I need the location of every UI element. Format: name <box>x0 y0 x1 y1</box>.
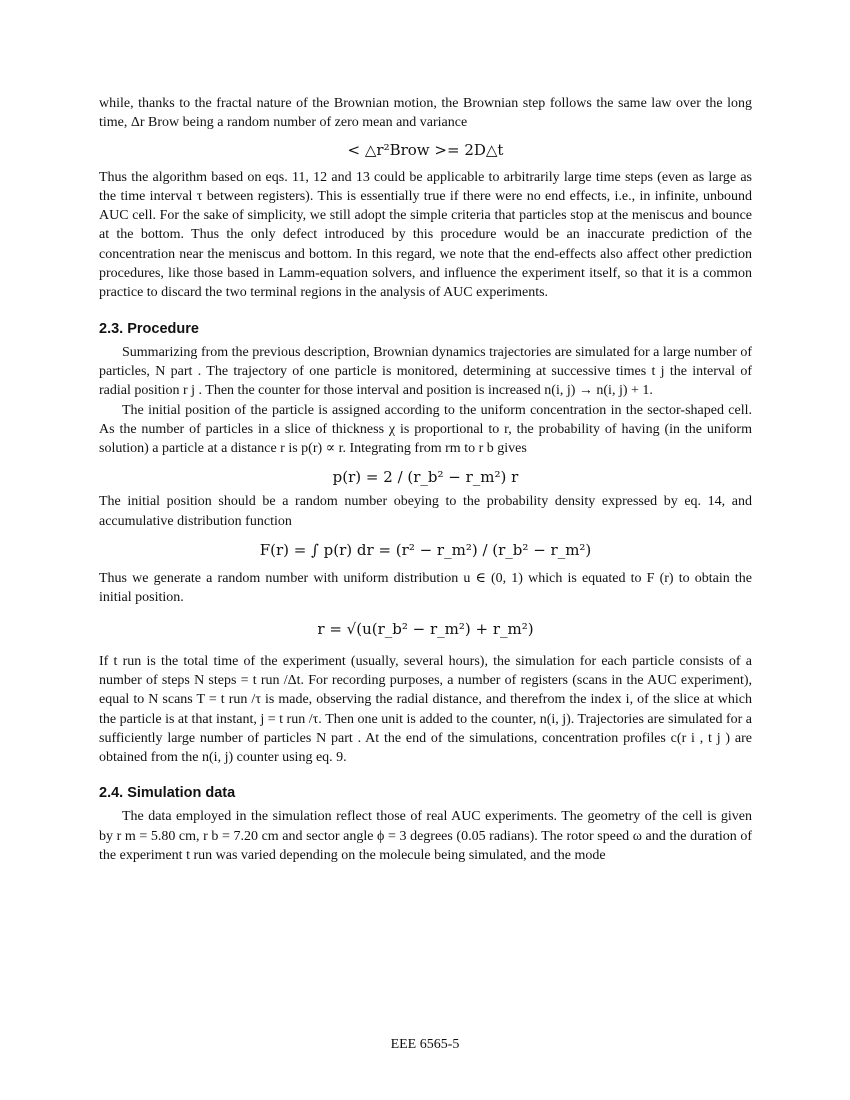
paragraph-brownian-step: while, thanks to the fractal nature of the Brownian motion, the Brownian step follows the same law over the long time, Δr Brow being a random number of zero mean and variance <box>99 96 752 131</box>
section-heading-procedure: 2.3. Procedure <box>99 320 199 337</box>
page-footer: EEE 6565-5 <box>390 1037 460 1052</box>
paragraph-simulation-steps: If t run is the total time of the experiment (usually, several hours), the simulation for each particle consists of a number of steps N steps = t run /Δt. For recording purposes, a number of registers (scans in the AUC experiment), equal to N scans T = t run /τ is made, observing the radial distance, and therefrom the index i, of the slice at which the particle is at that instant, j = t run /τ. Then one unit is added to the counter, n(i, j). Trajectories are simulated for a sufficiently large number of particles N part . At the end of the simulations, concentration profiles c(r i , t j ) are obtained from the n(i, j) counter using eq. 9. <box>99 653 752 766</box>
paragraph-simulation-data: The data employed in the simulation reflect those of real AUC experiments. The geometry of the cell is given by r m = 5.80 cm, r b = 7.20 cm and sector angle ϕ = 3 degrees (0.05 radians). The rotor speed ω and the duration of the experiment t run was varied depending on the molecule being simulated, and the mode <box>99 809 752 864</box>
paragraph-algorithm: Thus the algorithm based on eqs. 11, 12 and 13 could be applicable to arbitrarily large time steps (even as large as the time interval τ between registers). This is essentially true if there were no end effects, i.e., in infinite, unbound AUC cell. For the sake of simplicity, we still adopt the simple criteria that particles stop at the meniscus and bounce at the bottom. Thus the only defect introduced by this procedure would be an inaccurate prediction of the concentration near the meniscus and bottom. In this regard, we note that the end-effects also affect other prediction procedures, like those based in Lamm-equation solvers, and influence the experiment itself, so that it is a common practice to discard the two terminal regions in the analysis of AUC experiments. <box>99 169 752 301</box>
equation-variance: < △r²Brow >= 2D△t <box>347 140 504 159</box>
equation-probability-density: p(r) = 2 / (r_b² − r_m²) r <box>332 468 519 487</box>
equation-initial-position: r = √(u(r_b² − r_m²) + r_m²) <box>317 619 534 638</box>
paper-page <box>99 94 752 865</box>
paragraph-procedure-summary: Summarizing from the previous description, Brownian dynamics trajectories are simulated for a large number of particles, N part . The trajectory of one particle is monitored, determining at successive times t j the interval of radial position r j . Then the counter for those interval and position is increased n(i, j) → n(i, j) + 1. <box>99 344 752 399</box>
paragraph-random-number: Thus we generate a random number with uniform distribution u ∈ (0, 1) which is equated to F (r) to obtain the initial position. <box>99 571 752 606</box>
section-heading-simulation-data: 2.4. Simulation data <box>99 785 236 802</box>
equation-cumulative-distribution: F(r) = ∫ p(r) dr = (r² − r_m²) / (r_b² − r_m²) <box>259 541 592 560</box>
paragraph-distribution-function: The initial position should be a random number obeying to the probability density expressed by eq. 14, and accumulative distribution function <box>99 494 752 529</box>
paragraph-initial-position: The initial position of the particle is assigned according to the uniform concentration in the sector-shaped cell. As the number of particles in a slice of thickness χ is proportional to r, the probability of having (in the uniform solution) a particle at a distance r is p(r) ∝ r. Integrating from rm to r b gives <box>99 402 752 457</box>
